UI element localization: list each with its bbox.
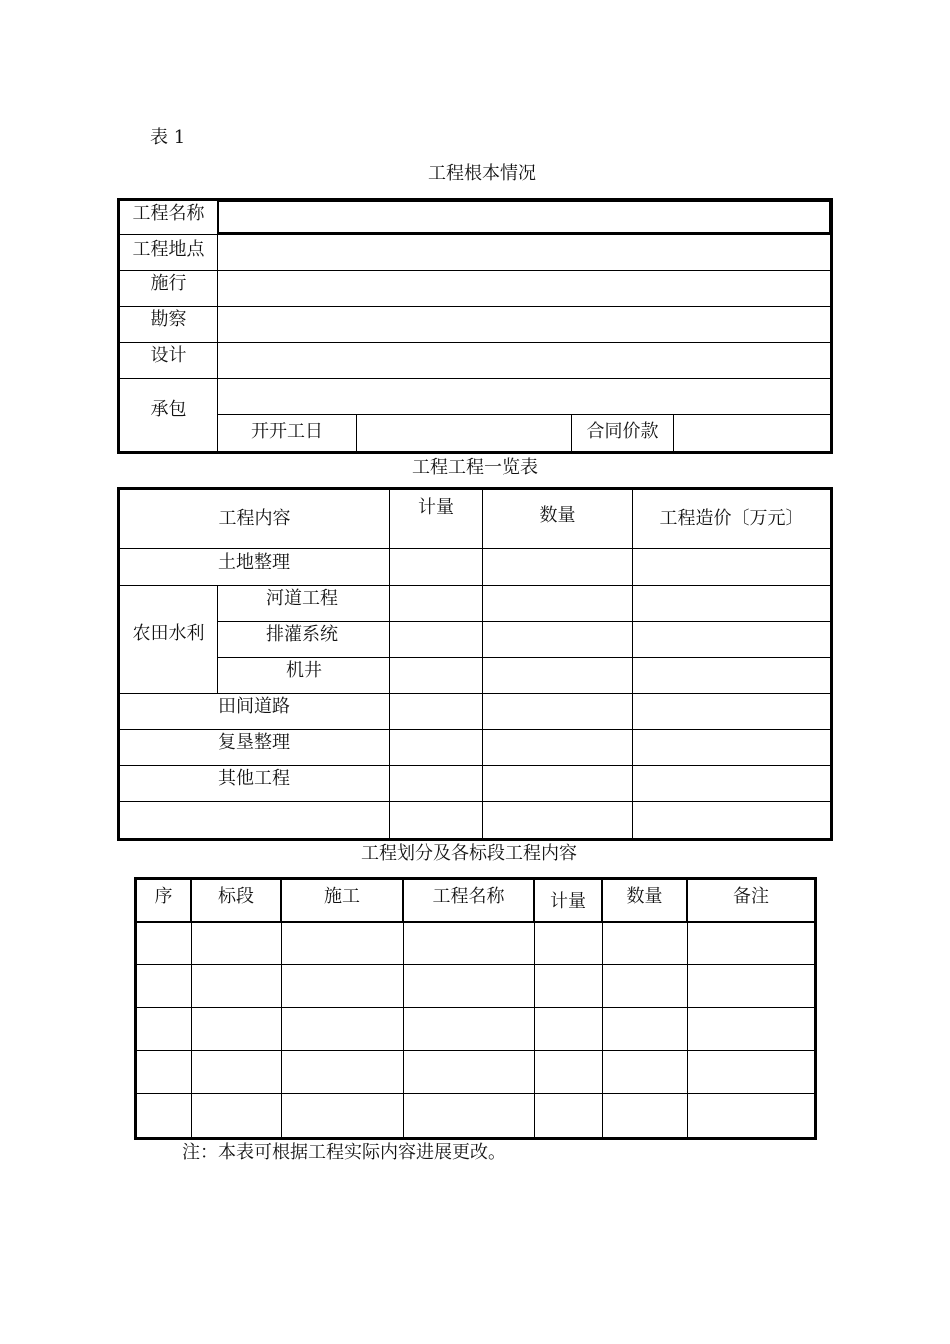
item-other: 其他工程 xyxy=(218,768,290,789)
seg-header-index: 序 xyxy=(154,886,173,907)
contract-price-label: 合同价款 xyxy=(586,421,659,442)
survey-label: 勘察 xyxy=(150,309,187,330)
section3-title: 工程划分及各标段工程内容 xyxy=(361,843,577,864)
project-location-field[interactable] xyxy=(218,236,830,269)
item-land: 土地整理 xyxy=(218,552,290,573)
design-field[interactable] xyxy=(218,343,830,377)
footnote: 注：本表可根据工程实际内容进展更改。 xyxy=(182,1142,506,1163)
section2-title: 工程工程一览表 xyxy=(412,457,538,478)
seg-header-remarks: 备注 xyxy=(733,886,769,907)
item-reclaim: 复垦整理 xyxy=(218,732,290,753)
item-drainage: 排灌系统 xyxy=(266,624,338,645)
section1-title: 工程根本情况 xyxy=(428,163,536,184)
item-road: 田间道路 xyxy=(218,696,290,717)
design-label: 设计 xyxy=(150,345,187,366)
header-unit: 计量 xyxy=(418,497,454,518)
project-location-label: 工程地点 xyxy=(132,239,205,260)
seg-header-project-name: 工程名称 xyxy=(432,886,505,907)
start-date-label: 开开工日 xyxy=(251,421,323,442)
header-cost: 工程造价〔万元〕 xyxy=(659,508,804,529)
project-name-label: 工程名称 xyxy=(132,203,205,224)
seg-header-unit: 计量 xyxy=(550,891,586,912)
start-date-field[interactable] xyxy=(357,415,570,451)
contract-price-field[interactable] xyxy=(674,415,830,451)
item-well: 机井 xyxy=(286,660,322,681)
item-irrigation-group: 农田水利 xyxy=(132,623,205,644)
seg-header-construction: 施工 xyxy=(324,886,360,907)
segments-table xyxy=(134,877,817,1140)
contract-field[interactable] xyxy=(218,379,830,413)
item-river: 河道工程 xyxy=(266,588,338,609)
project-name-field[interactable] xyxy=(217,200,831,234)
header-quantity: 数量 xyxy=(539,505,576,526)
header-content: 工程内容 xyxy=(218,508,291,529)
seg-header-quantity: 数量 xyxy=(626,886,663,907)
contract-label: 承包 xyxy=(150,399,187,420)
survey-field[interactable] xyxy=(218,307,830,341)
construction-field[interactable] xyxy=(218,271,830,305)
table-number: 表 1 xyxy=(150,127,186,148)
construction-label: 施行 xyxy=(150,273,187,294)
seg-header-segment: 标段 xyxy=(218,886,254,907)
